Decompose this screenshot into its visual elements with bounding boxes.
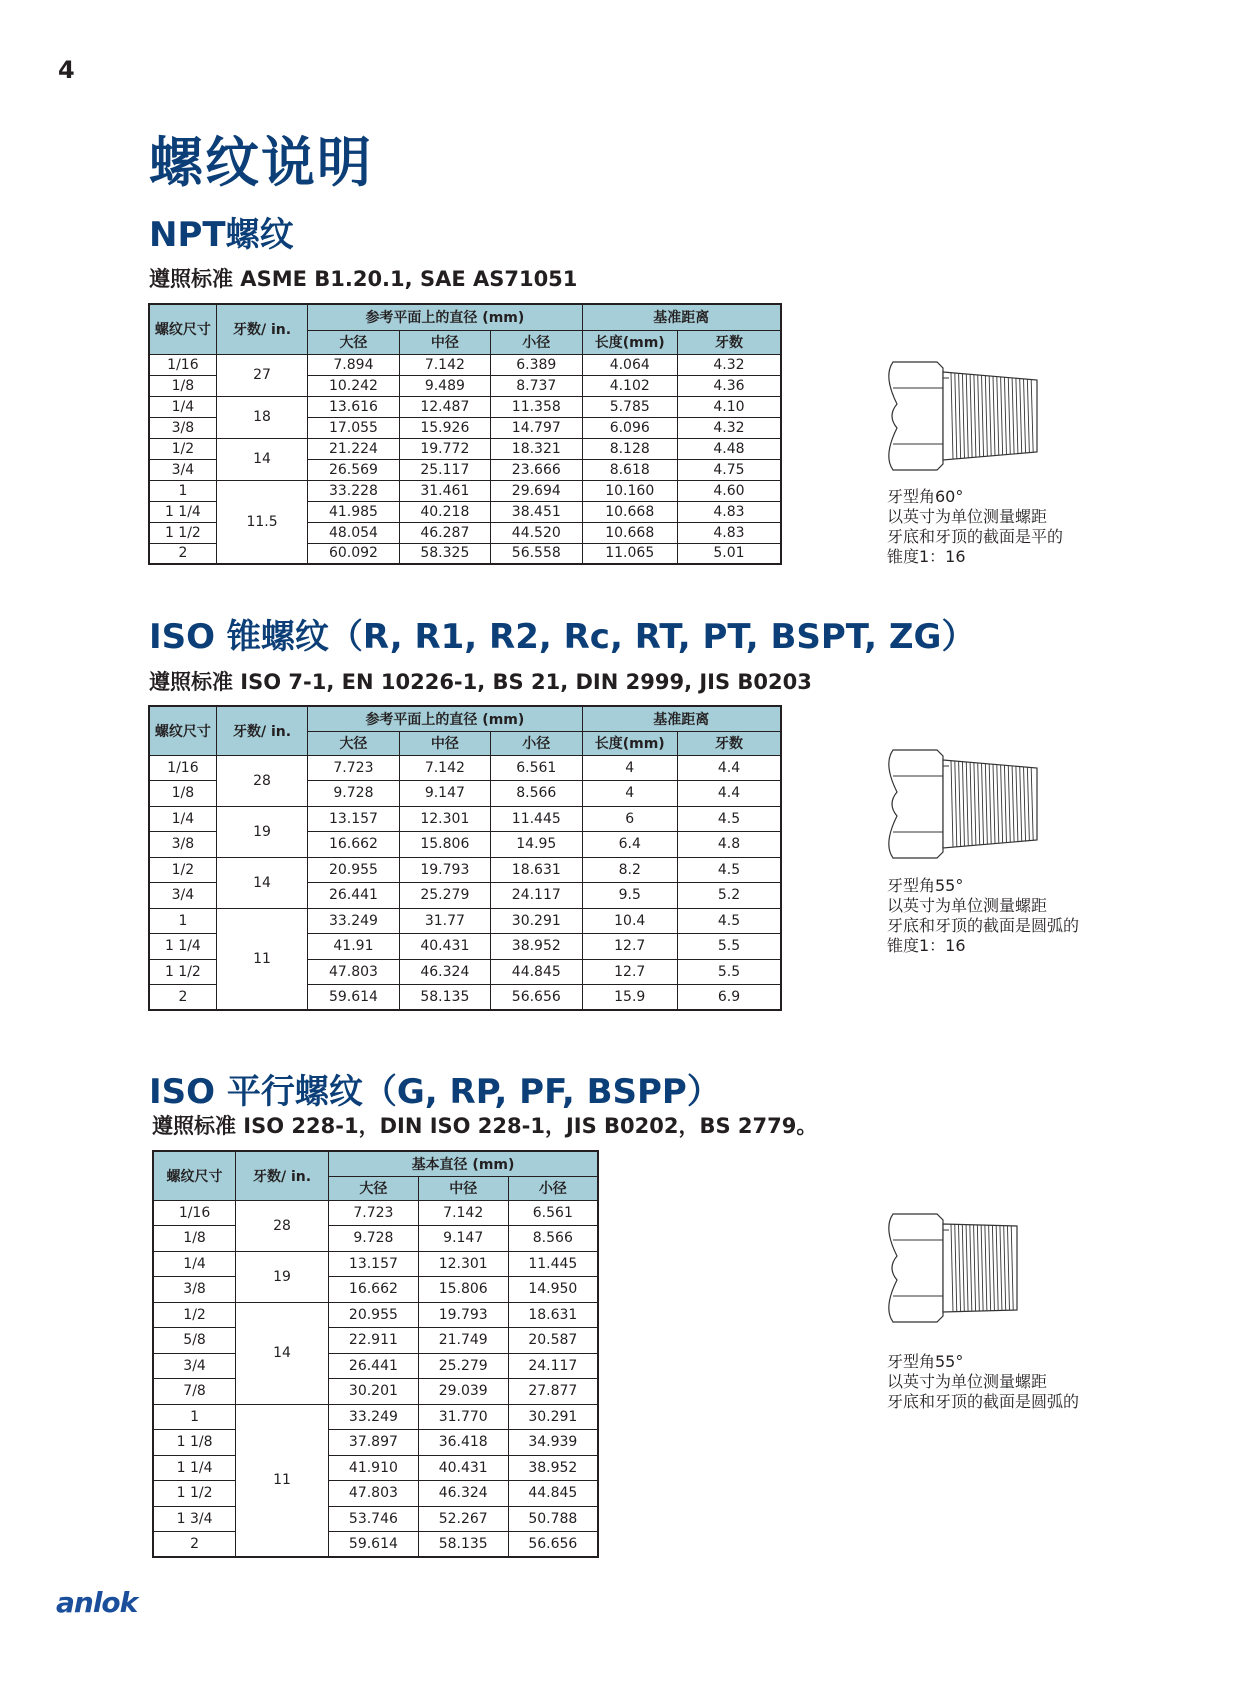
cell-thread-size: 2 [153,1532,236,1558]
header-datum-group: 基准距离 [582,706,781,731]
cell-major-diameter: 13.157 [329,1251,419,1277]
cell-major-diameter: 16.662 [308,832,399,858]
cell-pitch-diameter: 40.431 [399,934,490,960]
table-row [149,806,781,832]
table-row [153,1251,598,1277]
table-row [153,1226,598,1252]
cell-datum-turns: 4.10 [677,396,781,417]
cell-major-diameter: 10.242 [308,375,399,396]
cell-minor-diameter: 6.561 [491,755,582,781]
cell-datum-length: 4 [582,781,677,807]
cell-datum-turns: 4.36 [677,375,781,396]
header-major-diameter: 大径 [308,731,399,755]
cell-minor-diameter: 14.95 [491,832,582,858]
cell-minor-diameter: 24.117 [508,1353,598,1379]
cell-pitch-diameter: 7.142 [399,755,490,781]
cell-thread-size: 3/4 [153,1353,236,1379]
cell-major-diameter: 37.897 [329,1430,419,1456]
table-row [149,480,781,501]
cell-minor-diameter: 30.291 [508,1404,598,1430]
cell-thread-size: 1 1/4 [149,501,216,522]
cell-thread-size: 1 [149,908,216,934]
cell-thread-size: 3/8 [149,417,216,438]
cell-thread-size: 5/8 [153,1328,236,1354]
header-thread-size: 螺纹尺寸 [149,706,216,755]
header-thread-size: 螺纹尺寸 [153,1151,236,1200]
cell-thread-size: 1 1/4 [149,934,216,960]
cell-minor-diameter: 14.950 [508,1277,598,1303]
cell-datum-length: 8.2 [582,857,677,883]
note-line: 以英寸为单位测量螺距 [887,507,1048,526]
cell-major-diameter: 26.569 [308,459,399,480]
cell-major-diameter: 13.616 [308,396,399,417]
table-row [153,1200,598,1226]
header-datum-turns: 牙数 [677,731,781,755]
brand-logo: anlok [56,1586,138,1619]
note-line: 以英寸为单位测量螺距 [887,1372,1048,1391]
header-minor-diameter: 小径 [491,330,582,354]
cell-pitch-diameter: 25.279 [399,883,490,909]
cell-major-diameter: 47.803 [308,959,399,985]
cell-minor-diameter: 20.587 [508,1328,598,1354]
cell-minor-diameter: 8.566 [491,781,582,807]
header-datum-length: 长度(mm) [582,731,677,755]
iso-parallel-thread-table [152,1150,599,1558]
cell-major-diameter: 30.201 [329,1379,419,1405]
table-row [149,755,781,781]
cell-threads-per-inch: 14 [216,857,307,908]
table-row [149,908,781,934]
cell-minor-diameter: 18.631 [491,857,582,883]
cell-thread-size: 1/16 [149,755,216,781]
cell-pitch-diameter: 29.039 [418,1379,508,1405]
cell-pitch-diameter: 58.325 [399,543,490,564]
cell-pitch-diameter: 9.489 [399,375,490,396]
cell-datum-length: 10.668 [582,522,677,543]
cell-major-diameter: 7.723 [308,755,399,781]
cell-thread-size: 1/8 [149,375,216,396]
cell-thread-size: 1 3/4 [153,1506,236,1532]
cell-minor-diameter: 38.952 [491,934,582,960]
npt-standard: 遵照标准 ASME B1.20.1, SAE AS71051 [149,267,578,291]
cell-datum-length: 12.7 [582,959,677,985]
cell-datum-turns: 5.01 [677,543,781,564]
cell-pitch-diameter: 58.135 [418,1532,508,1558]
cell-datum-length: 10.160 [582,480,677,501]
cell-datum-length: 10.4 [582,908,677,934]
cell-minor-diameter: 8.737 [491,375,582,396]
cell-minor-diameter: 23.666 [491,459,582,480]
cell-thread-size: 1 1/2 [149,522,216,543]
iso-taper-thread-notes [887,876,1079,956]
cell-thread-size: 1/4 [153,1251,236,1277]
cell-threads-per-inch: 28 [216,755,307,806]
cell-thread-size: 1/16 [153,1200,236,1226]
cell-thread-size: 1/8 [153,1226,236,1252]
cell-thread-size: 2 [149,543,216,564]
cell-minor-diameter: 8.566 [508,1226,598,1252]
cell-datum-turns: 4.4 [677,781,781,807]
iso-taper-fitting-illustration [885,744,1045,864]
cell-datum-turns: 4.5 [677,857,781,883]
cell-datum-length: 6.096 [582,417,677,438]
cell-datum-turns: 5.5 [677,934,781,960]
header-diameter-group: 参考平面上的直径 (mm) [308,706,582,731]
cell-threads-per-inch: 14 [236,1302,329,1404]
cell-minor-diameter: 18.321 [491,438,582,459]
header-thread-size: 螺纹尺寸 [149,304,216,354]
cell-minor-diameter: 6.389 [491,354,582,375]
cell-datum-turns: 4.32 [677,354,781,375]
note-line: 牙底和牙顶的截面是圆弧的 [887,1392,1080,1411]
note-line: 锥度1：16 [887,547,966,566]
header-diameter-group: 基本直径 (mm) [329,1151,599,1176]
cell-major-diameter: 13.157 [308,806,399,832]
cell-major-diameter: 59.614 [308,985,399,1011]
cell-datum-turns: 4.4 [677,755,781,781]
cell-pitch-diameter: 12.301 [418,1251,508,1277]
header-pitch-diameter: 中径 [399,330,490,354]
cell-thread-size: 1/16 [149,354,216,375]
cell-pitch-diameter: 12.301 [399,806,490,832]
cell-minor-diameter: 14.797 [491,417,582,438]
cell-threads-per-inch: 14 [216,438,307,480]
cell-minor-diameter: 44.520 [491,522,582,543]
header-minor-diameter: 小径 [508,1176,598,1200]
cell-thread-size: 3/8 [149,832,216,858]
cell-pitch-diameter: 12.487 [399,396,490,417]
cell-major-diameter: 20.955 [308,857,399,883]
cell-thread-size: 3/4 [149,883,216,909]
note-line: 牙底和牙顶的截面是圆弧的 [887,916,1080,935]
cell-threads-per-inch: 27 [216,354,307,396]
note-line: 牙型角60° [887,487,964,506]
iso-parallel-fitting-illustration [885,1208,1045,1328]
cell-datum-turns: 4.48 [677,438,781,459]
iso-taper-standard: 遵照标准 ISO 7-1, EN 10226-1, BS 21, DIN 2999, JIS B0203 [149,670,812,694]
cell-major-diameter: 33.228 [308,480,399,501]
header-datum-length: 长度(mm) [582,330,677,354]
cell-threads-per-inch: 11.5 [216,480,307,564]
cell-thread-size: 3/8 [153,1277,236,1303]
header-threads-per-inch: 牙数/ in. [216,304,307,354]
cell-thread-size: 1 1/2 [149,959,216,985]
cell-minor-diameter: 30.291 [491,908,582,934]
cell-datum-length: 6 [582,806,677,832]
cell-major-diameter: 41.91 [308,934,399,960]
cell-datum-turns: 4.75 [677,459,781,480]
cell-major-diameter: 9.728 [329,1226,419,1252]
cell-minor-diameter: 50.788 [508,1506,598,1532]
cell-datum-turns: 4.5 [677,908,781,934]
cell-pitch-diameter: 52.267 [418,1506,508,1532]
table-row [153,1302,598,1328]
cell-datum-length: 4.064 [582,354,677,375]
cell-thread-size: 1/2 [149,857,216,883]
table-row [153,1532,598,1558]
cell-thread-size: 1/2 [153,1302,236,1328]
cell-datum-turns: 4.83 [677,522,781,543]
cell-minor-diameter: 24.117 [491,883,582,909]
cell-pitch-diameter: 15.926 [399,417,490,438]
table-row [153,1455,598,1481]
page-title: 螺纹说明 [149,131,373,194]
cell-minor-diameter: 56.558 [491,543,582,564]
table-row [149,354,781,375]
page-number: 4 [58,56,75,84]
cell-thread-size: 1 1/2 [153,1481,236,1507]
cell-minor-diameter: 56.656 [508,1532,598,1558]
iso-taper-section-title: ISO 锥螺纹（R, R1, R2, Rc, RT, PT, BSPT, ZG） [149,617,976,657]
cell-major-diameter: 47.803 [329,1481,419,1507]
cell-datum-length: 11.065 [582,543,677,564]
cell-minor-diameter: 56.656 [491,985,582,1011]
cell-datum-length: 8.618 [582,459,677,480]
table-row [153,1430,598,1456]
cell-datum-length: 6.4 [582,832,677,858]
cell-major-diameter: 26.441 [308,883,399,909]
iso-parallel-section-title: ISO 平行螺纹（G, RP, PF, BSPP） [149,1072,721,1112]
cell-threads-per-inch: 11 [216,908,307,1010]
table-row [153,1353,598,1379]
header-datum-group: 基准距离 [582,304,781,330]
cell-minor-diameter: 44.845 [491,959,582,985]
cell-major-diameter: 53.746 [329,1506,419,1532]
cell-pitch-diameter: 31.461 [399,480,490,501]
cell-pitch-diameter: 15.806 [418,1277,508,1303]
cell-minor-diameter: 11.445 [508,1251,598,1277]
cell-major-diameter: 17.055 [308,417,399,438]
cell-pitch-diameter: 46.287 [399,522,490,543]
note-line: 牙型角55° [887,876,964,895]
cell-datum-turns: 5.5 [677,959,781,985]
cell-pitch-diameter: 9.147 [399,781,490,807]
table-row [153,1277,598,1303]
cell-thread-size: 1 1/4 [153,1455,236,1481]
table-row [149,438,781,459]
cell-threads-per-inch: 11 [236,1404,329,1557]
cell-datum-length: 4.102 [582,375,677,396]
cell-minor-diameter: 34.939 [508,1430,598,1456]
iso-taper-thread-table [148,705,782,1011]
cell-pitch-diameter: 46.324 [418,1481,508,1507]
cell-major-diameter: 9.728 [308,781,399,807]
cell-thread-size: 1 [149,480,216,501]
cell-threads-per-inch: 19 [216,806,307,857]
cell-pitch-diameter: 21.749 [418,1328,508,1354]
cell-pitch-diameter: 25.117 [399,459,490,480]
cell-major-diameter: 41.910 [329,1455,419,1481]
cell-pitch-diameter: 19.772 [399,438,490,459]
cell-threads-per-inch: 18 [216,396,307,438]
cell-minor-diameter: 27.877 [508,1379,598,1405]
npt-thread-notes [887,487,1063,567]
cell-major-diameter: 59.614 [329,1532,419,1558]
note-line: 以英寸为单位测量螺距 [887,896,1048,915]
cell-threads-per-inch: 28 [236,1200,329,1251]
cell-datum-turns: 4.83 [677,501,781,522]
table-row [153,1506,598,1532]
cell-thread-size: 1/4 [149,396,216,417]
cell-pitch-diameter: 15.806 [399,832,490,858]
header-pitch-diameter: 中径 [418,1176,508,1200]
note-line: 牙型角55° [887,1352,964,1371]
cell-pitch-diameter: 36.418 [418,1430,508,1456]
cell-datum-length: 5.785 [582,396,677,417]
cell-datum-length: 12.7 [582,934,677,960]
cell-major-diameter: 20.955 [329,1302,419,1328]
cell-pitch-diameter: 31.770 [418,1404,508,1430]
header-pitch-diameter: 中径 [399,731,490,755]
cell-major-diameter: 60.092 [308,543,399,564]
cell-pitch-diameter: 9.147 [418,1226,508,1252]
cell-thread-size: 1/2 [149,438,216,459]
cell-datum-turns: 4.60 [677,480,781,501]
header-minor-diameter: 小径 [491,731,582,755]
header-diameter-group: 参考平面上的直径 (mm) [308,304,582,330]
cell-pitch-diameter: 31.77 [399,908,490,934]
header-major-diameter: 大径 [329,1176,419,1200]
cell-pitch-diameter: 58.135 [399,985,490,1011]
cell-datum-turns: 4.32 [677,417,781,438]
cell-pitch-diameter: 25.279 [418,1353,508,1379]
note-line: 牙底和牙顶的截面是平的 [887,527,1064,546]
cell-thread-size: 2 [149,985,216,1011]
npt-thread-table [148,303,782,565]
cell-minor-diameter: 11.358 [491,396,582,417]
cell-datum-turns: 4.8 [677,832,781,858]
cell-major-diameter: 21.224 [308,438,399,459]
header-threads-per-inch: 牙数/ in. [216,706,307,755]
cell-pitch-diameter: 7.142 [418,1200,508,1226]
cell-pitch-diameter: 19.793 [418,1302,508,1328]
header-datum-turns: 牙数 [677,330,781,354]
cell-pitch-diameter: 40.431 [418,1455,508,1481]
note-line: 锥度1：16 [887,936,966,955]
cell-minor-diameter: 38.451 [491,501,582,522]
cell-datum-length: 15.9 [582,985,677,1011]
cell-datum-turns: 4.5 [677,806,781,832]
cell-thread-size: 1/8 [149,781,216,807]
cell-datum-length: 4 [582,755,677,781]
cell-major-diameter: 7.723 [329,1200,419,1226]
cell-minor-diameter: 29.694 [491,480,582,501]
cell-major-diameter: 7.894 [308,354,399,375]
cell-thread-size: 3/4 [149,459,216,480]
npt-fitting-illustration [885,356,1045,476]
table-row [149,396,781,417]
cell-pitch-diameter: 19.793 [399,857,490,883]
iso-parallel-thread-notes [887,1352,1079,1412]
table-row [153,1328,598,1354]
table-row [153,1481,598,1507]
cell-datum-length: 8.128 [582,438,677,459]
table-row [153,1404,598,1430]
cell-minor-diameter: 6.561 [508,1200,598,1226]
table-row [153,1379,598,1405]
cell-datum-turns: 5.2 [677,883,781,909]
cell-thread-size: 7/8 [153,1379,236,1405]
cell-major-diameter: 22.911 [329,1328,419,1354]
table-row [149,857,781,883]
cell-major-diameter: 16.662 [329,1277,419,1303]
cell-threads-per-inch: 19 [236,1251,329,1302]
cell-major-diameter: 26.441 [329,1353,419,1379]
npt-section-title: NPT螺纹 [149,215,294,255]
cell-datum-length: 9.5 [582,883,677,909]
cell-minor-diameter: 38.952 [508,1455,598,1481]
cell-minor-diameter: 44.845 [508,1481,598,1507]
cell-major-diameter: 41.985 [308,501,399,522]
header-threads-per-inch: 牙数/ in. [236,1151,329,1200]
cell-pitch-diameter: 40.218 [399,501,490,522]
cell-pitch-diameter: 7.142 [399,354,490,375]
cell-pitch-diameter: 46.324 [399,959,490,985]
header-major-diameter: 大径 [308,330,399,354]
cell-major-diameter: 33.249 [329,1404,419,1430]
cell-datum-turns: 6.9 [677,985,781,1011]
cell-major-diameter: 48.054 [308,522,399,543]
iso-parallel-standard: 遵照标准 ISO 228-1，DIN ISO 228-1，JIS B0202，BS 2779。 [152,1114,818,1138]
cell-major-diameter: 33.249 [308,908,399,934]
cell-minor-diameter: 11.445 [491,806,582,832]
cell-thread-size: 1 1/8 [153,1430,236,1456]
cell-datum-length: 10.668 [582,501,677,522]
cell-thread-size: 1 [153,1404,236,1430]
cell-minor-diameter: 18.631 [508,1302,598,1328]
cell-thread-size: 1/4 [149,806,216,832]
